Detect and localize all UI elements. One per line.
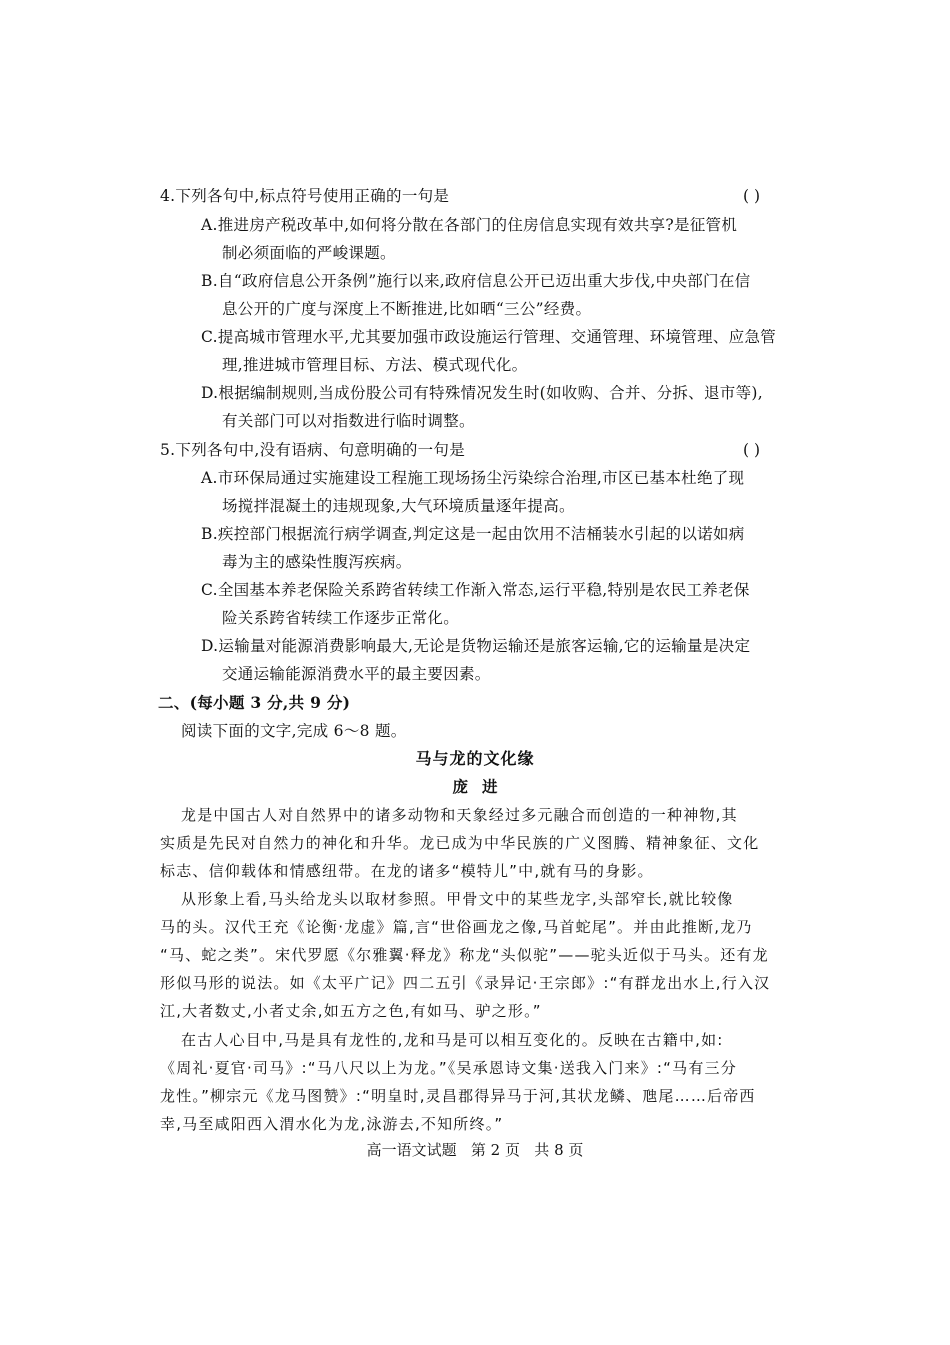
question-5-answer-blank: ( ) — [743, 441, 761, 459]
article-author: 庞进 — [452, 777, 512, 796]
page-footer: 高一语文试题 第 2 页 共 8 页 — [366, 1141, 584, 1159]
question-4-option-d: D.根据编制规则,当成份股公司有特殊情况发生时(如收购、合并、分拆、退市等), — [201, 384, 763, 402]
paragraph-1-line-1: 龙是中国古人对自然界中的诸多动物和天象经过多元融合而创造的一种神物,其 — [181, 806, 738, 824]
paragraph-1-line-3: 标志、信仰载体和情感纽带。在龙的诸多“模特儿”中,就有马的身影。 — [160, 862, 654, 880]
section-2-instruction: 阅读下面的文字,完成 6～8 题。 — [181, 722, 407, 740]
paragraph-1-line-2: 实质是先民对自然力的神化和升华。龙已成为中华民族的广义图腾、精神象征、文化 — [160, 834, 760, 852]
paragraph-3-line-1: 在古人心目中,马是具有龙性的,龙和马是可以相互变化的。反映在古籍中,如: — [181, 1031, 724, 1049]
question-4-option-c-cont: 理,推进城市管理目标、方法、模式现代化。 — [222, 356, 528, 374]
question-4-option-a-cont: 制必须面临的严峻课题。 — [222, 244, 396, 262]
article-title: 马与龙的文化缘 — [415, 749, 535, 768]
question-4-option-d-cont: 有关部门可以对指数进行临时调整。 — [222, 412, 475, 430]
question-5-stem: 5.下列各句中,没有语病、句意明确的一句是 — [160, 441, 466, 459]
question-5-option-a-cont: 场搅拌混凝土的违规现象,大气环境质量逐年提高。 — [222, 497, 575, 515]
paragraph-3-line-3: 龙性。”柳宗元《龙马图赞》:“明皇时,灵昌郡得异马于河,其状龙鳞、虺尾……后帝西 — [160, 1087, 756, 1105]
question-5-option-c: C.全国基本养老保险关系跨省转续工作渐入常态,运行平稳,特别是农民工养老保 — [201, 581, 750, 599]
paragraph-2-line-1: 从形象上看,马头给龙头以取材参照。甲骨文中的某些龙字,头部窄长,就比较像 — [181, 890, 734, 908]
question-4-answer-blank: ( ) — [743, 187, 761, 205]
paragraph-3-line-4: 幸,马至咸阳西入渭水化为龙,泳游去,不知所终。” — [160, 1115, 504, 1133]
paragraph-2-line-2: 马的头。汉代王充《论衡·龙虚》篇,言“世俗画龙之像,马首蛇尾”。并由此推断,龙乃 — [160, 918, 753, 936]
question-5-option-b-cont: 毒为主的感染性腹泻疾病。 — [222, 553, 412, 571]
paragraph-3-line-2: 《周礼·夏官·司马》:“马八尺以上为龙。”《吴承恩诗文集·送我入门来》:“马有三分 — [160, 1059, 737, 1077]
question-5-option-b: B.疾控部门根据流行病学调查,判定这是一起由饮用不洁桶装水引起的以诺如病 — [201, 525, 745, 543]
question-4-option-b-cont: 息公开的广度与深度上不断推进,比如晒“三公”经费。 — [222, 300, 592, 318]
paragraph-2-line-3: “马、蛇之类”。宋代罗愿《尔雅翼·释龙》称龙“头似驼”——驼头近似于马头。还有龙 — [160, 946, 769, 964]
question-5-option-d-cont: 交通运输能源消费水平的最主要因素。 — [222, 665, 491, 683]
paragraph-2-line-5: 江,大者数丈,小者丈余,如五方之色,有如马、驴之形。” — [160, 1002, 542, 1020]
question-5-option-c-cont: 险关系跨省转续工作逐步正常化。 — [222, 609, 460, 627]
question-4-option-b: B.自“政府信息公开条例”施行以来,政府信息公开已迈出重大步伐,中央部门在信 — [201, 272, 751, 290]
question-5-option-a: A.市环保局通过实施建设工程施工现场扬尘污染综合治理,市区已基本杜绝了现 — [201, 469, 745, 487]
section-2-heading: 二、(每小题 3 分,共 9 分) — [158, 693, 351, 712]
question-4-stem: 4.下列各句中,标点符号使用正确的一句是 — [160, 187, 450, 205]
question-5-option-d: D.运输量对能源消费影响最大,无论是货物运输还是旅客运输,它的运输量是决定 — [201, 637, 751, 655]
question-4-option-a: A.推进房产税改革中,如何将分散在各部门的住房信息实现有效共享?是征管机 — [201, 216, 738, 234]
paragraph-2-line-4: 形似马形的说法。如《太平广记》四二五引《录异记·王宗郎》:“有群龙出水上,行入汉 — [160, 974, 771, 992]
question-4-option-c: C.提高城市管理水平,尤其要加强市政设施运行管理、交通管理、环境管理、应急管 — [201, 328, 777, 346]
